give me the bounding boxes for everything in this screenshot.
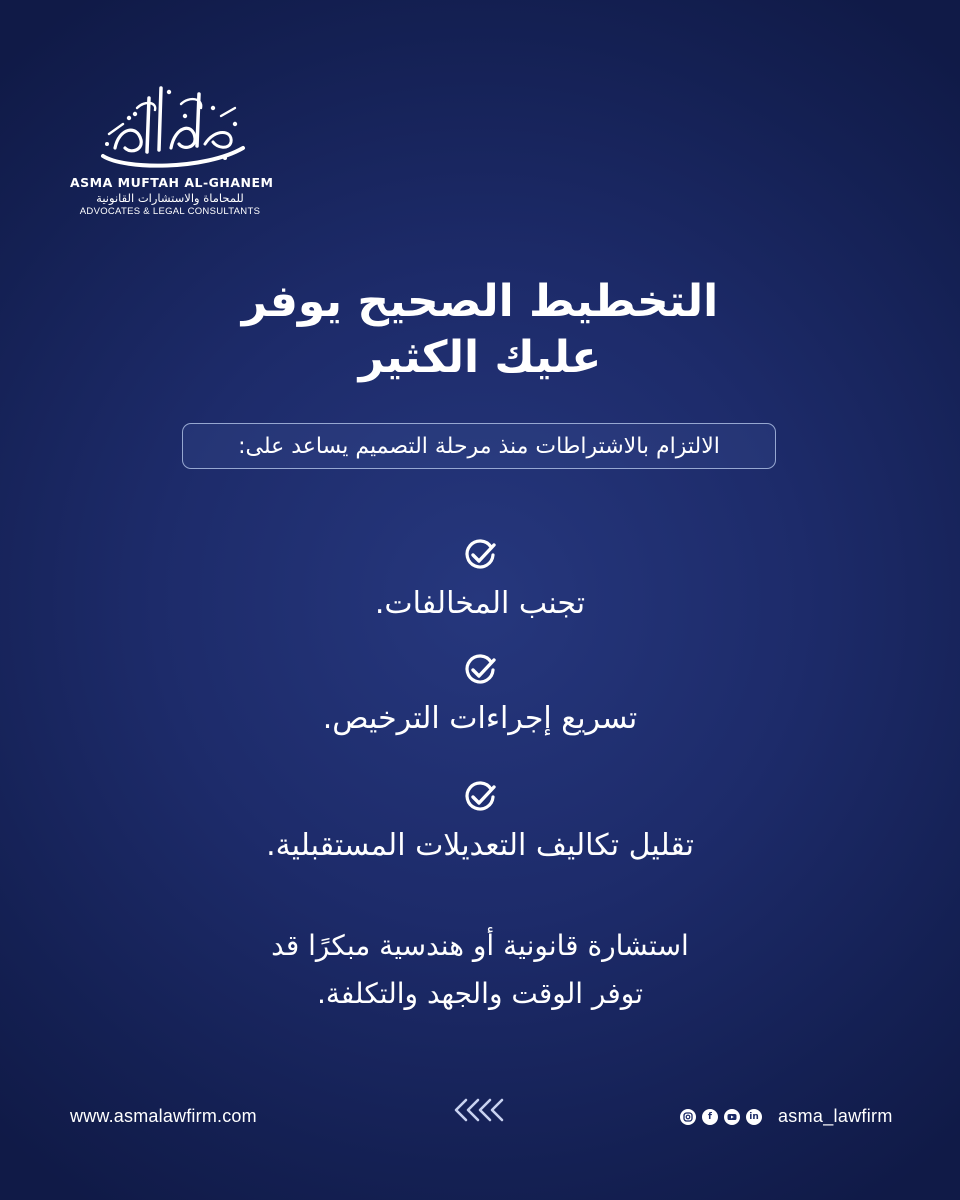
closing-line-1: استشارة قانونية أو هندسية مبكرًا قد	[271, 929, 689, 962]
benefit-item-3	[0, 780, 960, 866]
firm-subtitle-ar: للمحاماة والاستشارات القانونية	[96, 191, 244, 205]
social-links	[680, 1106, 893, 1127]
closing-line-2: توفر الوقت والجهد والتكلفة.	[316, 977, 644, 1010]
check-circle-icon	[463, 538, 497, 572]
benefit-text-2: تسريع إجراءات الترخيص.	[322, 701, 638, 736]
benefit-item-2	[0, 653, 960, 739]
headline-line-2: عليك الكثير	[358, 332, 602, 383]
benefit-text-3: تقليل تكاليف التعديلات المستقبلية.	[266, 828, 694, 863]
instagram-icon[interactable]	[680, 1109, 696, 1125]
intro-box	[182, 423, 776, 469]
check-circle-icon	[463, 780, 497, 814]
headline-line-1: التخطيط الصحيح يوفر	[241, 276, 719, 327]
linkedin-icon[interactable]: in	[746, 1109, 762, 1125]
benefit-text-1: تجنب المخالفات.	[374, 586, 586, 621]
calligraphy-logo-icon	[85, 78, 255, 173]
firm-logo	[70, 78, 274, 217]
facebook-icon[interactable]: f	[702, 1109, 718, 1125]
chevrons-left-icon[interactable]	[452, 1095, 510, 1125]
benefit-item-1	[0, 538, 960, 624]
intro-text: الالتزام بالاشتراطات منذ مرحلة التصميم يساعد على:	[238, 433, 720, 459]
firm-name-en: ASMA MUFTAH AL-GHANEM	[70, 175, 274, 190]
youtube-icon[interactable]	[724, 1109, 740, 1125]
website-link[interactable]: www.asmalawfirm.com	[70, 1106, 257, 1126]
social-handle[interactable]: asma_lawfirm	[778, 1106, 893, 1126]
headline	[0, 274, 960, 386]
firm-subtitle-en: ADVOCATES & LEGAL CONSULTANTS	[79, 206, 261, 217]
check-circle-icon	[463, 653, 497, 687]
closing-note	[0, 922, 960, 1018]
